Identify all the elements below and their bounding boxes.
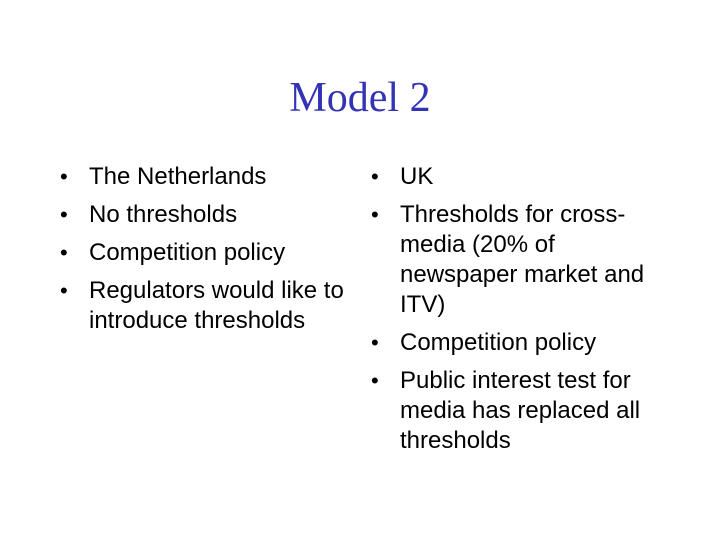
bullet-text: No thresholds [89, 201, 238, 228]
slide-title: Model 2 [289, 75, 431, 121]
bullet-icon: • [371, 202, 379, 227]
bullet-icon: • [371, 330, 379, 355]
bullet-text: UK [400, 163, 434, 190]
bullet-icon: • [60, 202, 68, 227]
bullet-text: Thresholds for cross-media (20% of newspaper market and ITV) [400, 201, 645, 318]
bullet-text: Competition policy [400, 329, 597, 356]
bullet-text: Competition policy [89, 239, 286, 266]
bullet-text: Regulators would like to introduce thresholds [89, 277, 344, 334]
bullet-item [371, 162, 671, 192]
bullet-item [371, 366, 671, 456]
bullet-text: Public interest test for media has replaced all thresholds [400, 367, 641, 454]
bullet-item [60, 276, 360, 336]
bullet-icon: • [60, 164, 68, 189]
bullet-item [60, 162, 360, 192]
bullet-text: The Netherlands [89, 163, 267, 190]
bullet-item [60, 200, 360, 230]
bullet-icon: • [60, 278, 68, 303]
bullet-icon: • [60, 240, 68, 265]
bullet-item [371, 200, 671, 320]
bullet-item [60, 238, 360, 268]
bullet-item [371, 328, 671, 358]
left-bullet-list [60, 162, 360, 344]
right-bullet-list [371, 162, 671, 464]
bullet-icon: • [371, 164, 379, 189]
bullet-icon: • [371, 368, 379, 393]
